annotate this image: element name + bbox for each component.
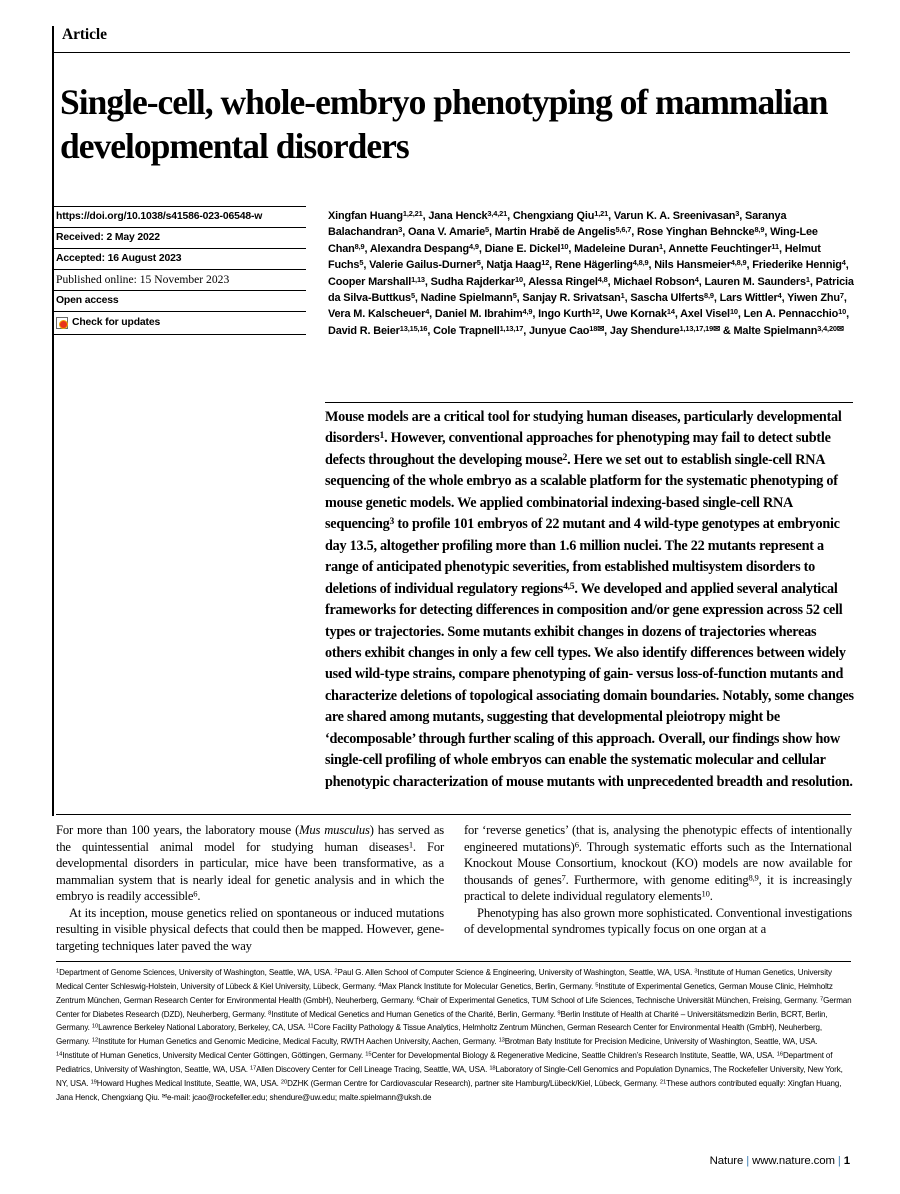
article-type-label: Article <box>62 26 107 43</box>
received-date: Received: 2 May 2022 <box>54 227 306 248</box>
affiliations: $^1$Department of Genome Sciences, University of Washington, Seattle, WA, USA. $^2$Paul G. Allen School of Computer Science & Engineering, University of Washington, Seattle, WA, USA. $^3$Institute of Human Genetics, University Medical Center Schleswig-Holstein, University of Lübeck & Kiel University, Lübeck, Germany. $^4$Max Planck Institute for Molecular Genetics, Berlin, Germany. $^5$Institute of Experimental Genetics, German Mouse Clinic, Helmholtz Zentrum München, German Research Center for Environmental Health (GmbH), Neuherberg, Germany. $^6$Chair of Experimental Genetics, TUM School of Life Sciences, Technische Universität München, Freising, Germany. $^7$German Center for Diabetes Research (DZD), Neuherberg, Germany. $^8$Institute of Medical Genetics and Human Genetics of the Charité, Berlin, Germany. $^9$Berlin Institute of Health at Charité – Universitätsmedizin Berlin, BCRT, Berlin, Germany. $^{10}$Lawrence Berkeley National Laboratory, Berkeley, CA, USA. $^{11}$Core Facility Pathology & Tissue Analytics, Helmholtz Zentrum München, German Research Center for Environmental Health (GmbH), Neuherberg, Germany. $^{12}$Institute for Human Genetics and Genomic Medicine, Medical Faculty, RWTH Aachen University, Aachen, Germany. $^{13}$Brotman Baty Institute for Precision Medicine, University of Washington, Seattle, WA, USA. $^{14}$Institute of Human Genetics, University Medical Center Göttingen, Göttingen, Germany. $^{15}$Center for Developmental Biology & Regenerative Medicine, Seattle Children’s Research Institute, Seattle, WA, USA. $^{16}$Department of Pediatrics, University of Washington, Seattle, WA, USA. $^{17}$Allen Discovery Center for Cell Lineage Tracing, Seattle, WA, USA. $^{18}$Laboratory of Single-Cell Genomics and Population Dynamics, The Rockefeller University, New York, NY, USA. $^{19}$Howard Hughes Medical Institute, Seattle, WA, USA. $^{20}$DZHK (German Centre for Cardiovascular Research), partner site Hamburg/Lübeck/Kiel, Lübeck, Germany. $^{21}$These authors contributed equally: Xingfan Huang, Jana Henck, Chengxiang Qiu. ✉e-mail: jcao@rockefeller.edu; shendure@uw.edu; malte.spielmann@uksh.de <box>56 968 852 1102</box>
crossmark-icon <box>56 317 68 329</box>
footer-page-number: 1 <box>843 1155 850 1167</box>
footer-website[interactable]: www.nature.com <box>752 1155 835 1167</box>
article-metadata <box>54 206 306 335</box>
check-for-updates-button[interactable] <box>54 311 306 335</box>
page-footer <box>710 1155 850 1167</box>
page-title: Single-cell, whole-embryo phenotyping of mammalian developmental disorders <box>60 81 828 166</box>
left-vertical-rule <box>52 26 54 816</box>
affiliations-divider <box>56 961 851 962</box>
body-column-left <box>56 822 444 954</box>
check-for-updates-label: Check for updates <box>72 317 161 328</box>
paragraph: for ‘reverse genetics’ (that is, analysing the phenotypic effects of intentionally engineered mutations)$^6$. Through systematic efforts such as the International Knockout Mouse Consortium, knockout (KO) models are now available for thousands of genes$^7$. Furthermore, with genome editing$^{8,9}$, it is increasingly practical to delete individual regulatory elements$^{10}$. <box>464 823 852 904</box>
header-divider <box>52 52 850 53</box>
abstract: Mouse models are a critical tool for studying human diseases, particularly developmental disorders$^1$. However, conventional approaches for phenotyping may fail to detect subtle defects throughout the developing mouse$^2$. Here we set out to establish single-cell RNA sequencing of the whole embryo as a scalable platform for the systematic phenotyping of mouse genetic models. We applied combinatorial indexing-based single-cell RNA sequencing$^3$ to profile 101 embryos of 22 mutant and 4 wild-type genotypes at embryonic day 13.5, altogether profiling more than 1.6 million nuclei. The 22 mutants represent a range of anticipated phenotypic severities, from established multisystem disorders to deletions of individual regulatory regions$^{4,5}$. We developed and applied several analytical frameworks for detecting differences in composition and/or gene expression across 52 cell types or trajectories. Some mutants exhibit changes in dozens of trajectories whereas others exhibit changes in only a few cell types. We also identify differences between widely used wild-type strains, compare phenotyping of gain- versus loss-of-function mutants and characterize deletions of topological associating domain boundaries. Notably, some changes are shared among mutants, suggesting that developmental pleiotropy might be ‘decomposable’ through further scaling of this approach. Overall, our findings show how single-cell profiling of whole embryos can enable the systematic molecular and cellular phenotypic characterization of mouse mutants with unprecedented breadth and resolution. <box>325 409 854 790</box>
doi-link[interactable]: https://doi.org/10.1038/s41586-023-06548-w <box>54 206 306 227</box>
paragraph: Phenotyping has also grown more sophisticated. Conventional investigations of developmental syndromes typically focus on one organ at a <box>464 905 852 937</box>
abstract-divider <box>325 402 853 403</box>
accepted-date: Accepted: 16 August 2023 <box>54 248 306 269</box>
footer-journal-name: Nature <box>709 1155 744 1167</box>
footer-separator-2: | <box>837 1155 841 1167</box>
author-list: Xingfan Huang$^{1,2,21}$, Jana Henck$^{3,4,21}$, Chengxiang Qiu$^{1,21}$, Varun K. A. Sreenivasan$^3$, Saranya Balachandran$^3$, Oana V. Amarie$^5$, Martin Hrabě de Angelis$^{5,6,7}$, Rose Yinghan Behncke$^{8,9}$, Wing-Lee Chan$^{8,9}$, Alexandra Despang$^{4,9}$, Diane E. Dickel$^{10}$, Madeleine Duran$^1$, Annette Feuchtinger$^{11}$, Helmut Fuchs$^5$, Valerie Gailus-Durner$^5$, Natja Haag$^{12}$, Rene Hägerling$^{4,8,9}$, Nils Hansmeier$^{4,8,9}$, Friederike Hennig$^4$, Cooper Marshall$^{1,13}$, Sudha Rajderkar$^{10}$, Alessa Ringel$^{4,8}$, Michael Robson$^4$, Lauren M. Saunders$^1$, Patricia da Silva-Buttkus$^5$, Nadine Spielmann$^5$, Sanjay R. Srivatsan$^1$, Sascha Ulferts$^{8,9}$, Lars Wittler$^4$, Yiwen Zhu$^7$, Vera M. Kalscheuer$^4$, Daniel M. Ibrahim$^{4,9}$, Ingo Kurth$^{12}$, Uwe Kornak$^{14}$, Axel Visel$^{10}$, Len A. Pennacchio$^{10}$, David R. Beier$^{13,15,16}$, Cole Trapnell$^{1,13,17}$, Junyue Cao$^{18✉}$, Jay Shendure$^{1,13,17,19✉}$ & Malte Spielmann$^{3,4,20✉}$ <box>328 208 854 337</box>
footer-separator-1: | <box>746 1155 750 1167</box>
open-access-label: Open access <box>54 290 306 311</box>
body-divider <box>56 814 851 815</box>
body-column-right <box>464 822 852 938</box>
paragraph: For more than 100 years, the laboratory mouse (Mus musculus) has served as the quintessential animal model for studying human diseases$^1$. For developmental disorders in particular, mice have been transformative, as a mammalian system that is nearly ideal for genetic analysis and in which the embryo is readily accessible$^6$. <box>56 823 444 904</box>
published-date: Published online: 15 November 2023 <box>54 269 306 290</box>
paragraph: At its inception, mouse genetics relied on spontaneous or induced mutations resulting in visible physical defects that could then be mapped. However, gene-targeting techniques later paved the way <box>56 905 444 953</box>
